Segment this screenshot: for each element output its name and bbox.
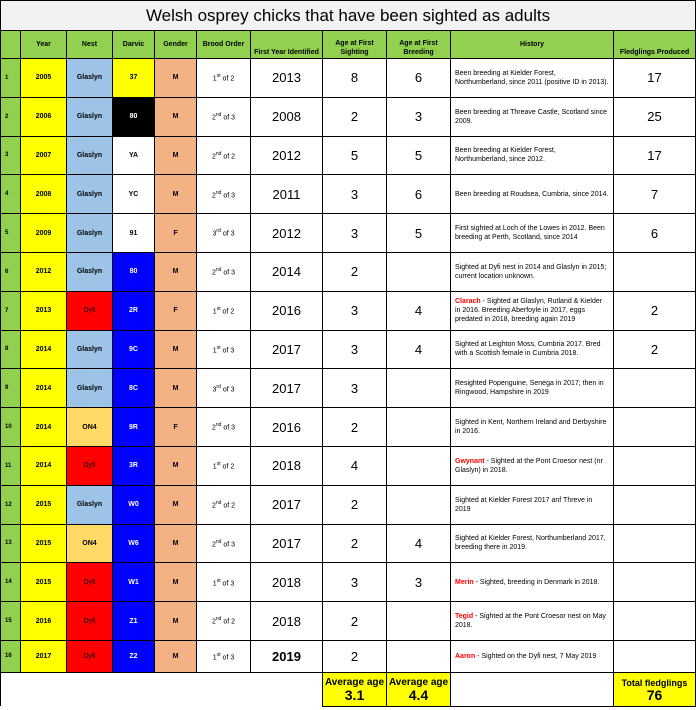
cell-first-year: 2018 (251, 602, 323, 641)
cell-fledglings (614, 252, 696, 291)
table-row (1, 408, 696, 447)
brood-position: 2 (211, 618, 216, 626)
cell-history (451, 330, 614, 369)
brood-suffix: rd (216, 383, 221, 390)
cell-nest: Glaslyn (67, 485, 113, 524)
history-text: - Sighted on the Dyfi nest, 7 May 2019 (475, 652, 597, 660)
cell-fledglings (614, 563, 696, 602)
total-fledglings-label: Total fledglings (621, 678, 688, 689)
cell-age-first-sighting: 2 (323, 97, 387, 136)
cell-gender: M (155, 485, 197, 524)
brood-position: 3 (212, 230, 217, 238)
cell-first-year: 2017 (251, 369, 323, 408)
brood-suffix: st (216, 651, 221, 658)
cell-year: 2012 (21, 252, 67, 291)
brood-of: of 2 (222, 75, 235, 83)
cell-year: 2014 (21, 369, 67, 408)
history-text: Sighted at Dyfi nest in 2014 and Glaslyn in 2015; current location unknown. (455, 263, 607, 280)
cell-age-first-breeding: 6 (387, 175, 451, 214)
cell-brood-order (197, 291, 251, 330)
cell-age-first-breeding: 4 (387, 330, 451, 369)
cell-darvic: W0 (113, 485, 155, 524)
brood-suffix: st (216, 306, 221, 313)
footer-blank (1, 672, 323, 706)
cell-gender: M (155, 369, 197, 408)
cell-first-year: 2013 (251, 59, 323, 98)
table-row (1, 175, 696, 214)
brood-of: of 3 (223, 191, 236, 199)
cell-age-first-breeding: 5 (387, 214, 451, 253)
cell-age-first-breeding: 6 (387, 59, 451, 98)
cell-brood-order (197, 330, 251, 369)
brood-suffix: nd (215, 150, 222, 157)
cell-brood-order (197, 369, 251, 408)
brood-position: 2 (211, 541, 216, 549)
brood-of: of 2 (222, 463, 235, 471)
cell-brood-order (197, 602, 251, 641)
cell-first-year: 2017 (251, 330, 323, 369)
row-number: 11 (1, 446, 21, 485)
cell-first-year: 2017 (251, 524, 323, 563)
cell-age-first-breeding (387, 640, 451, 672)
brood-of: of 3 (223, 269, 236, 277)
brood-suffix: nd (215, 538, 222, 545)
brood-position: 1 (212, 463, 217, 471)
cell-age-first-sighting: 3 (323, 369, 387, 408)
table-row (1, 369, 696, 408)
table-row (1, 446, 696, 485)
history-text: Been breeding at Kielder Forest, Northumberland, since 2011 (positive ID in 2013). (455, 69, 609, 86)
brood-of: of 3 (223, 424, 236, 432)
cell-gender: M (155, 524, 197, 563)
cell-gender: M (155, 97, 197, 136)
cell-age-first-breeding: 4 (387, 291, 451, 330)
cell-year: 2007 (21, 136, 67, 175)
history-text: Resighted Popenguine, Senega in 2017; then in Ringwood, Hampshire in 2019 (455, 380, 604, 397)
cell-age-first-sighting: 3 (323, 214, 387, 253)
cell-history (451, 136, 614, 175)
cell-history (451, 369, 614, 408)
brood-suffix: st (216, 461, 221, 468)
cell-gender: M (155, 59, 197, 98)
history-text: - Sighted at the Pont Croesor nest on May 2018. (455, 613, 606, 630)
cell-year: 2005 (21, 59, 67, 98)
cell-year: 2014 (21, 330, 67, 369)
row-number: 9 (1, 369, 21, 408)
cell-history (451, 563, 614, 602)
cell-age-first-breeding: 5 (387, 136, 451, 175)
row-number: 6 (1, 252, 21, 291)
cell-first-year: 2012 (251, 214, 323, 253)
cell-history (451, 175, 614, 214)
average-age-sighting-label: Average age (324, 677, 385, 689)
brood-of: of 3 (223, 541, 236, 549)
cell-darvic: 37 (113, 59, 155, 98)
cell-history (451, 291, 614, 330)
history-bird-name: Aaron (455, 652, 476, 660)
brood-position: 2 (211, 424, 216, 432)
average-age-breeding-cell (387, 672, 451, 706)
brood-suffix: st (216, 344, 221, 351)
row-number: 16 (1, 640, 21, 672)
cell-first-year: 2014 (251, 252, 323, 291)
brood-suffix: nd (215, 422, 222, 429)
row-number: 14 (1, 563, 21, 602)
cell-brood-order (197, 640, 251, 672)
brood-suffix: rd (216, 228, 221, 235)
cell-darvic: 80 (113, 252, 155, 291)
cell-nest: Glaslyn (67, 330, 113, 369)
brood-position: 2 (211, 114, 216, 122)
cell-age-first-breeding (387, 602, 451, 641)
brood-of: of 2 (222, 308, 235, 316)
brood-position: 1 (212, 75, 217, 83)
average-age-sighting-value: 3.1 (344, 687, 365, 704)
brood-of: of 2 (223, 502, 236, 510)
cell-history (451, 524, 614, 563)
header-age-first-sighting: Age at First Sighting (323, 31, 387, 59)
row-number: 15 (1, 602, 21, 641)
cell-age-first-breeding: 3 (387, 563, 451, 602)
cell-nest: Glaslyn (67, 97, 113, 136)
history-text: Been breeding at Roudsea, Cumbria, since 2014. (455, 190, 609, 198)
cell-history (451, 252, 614, 291)
cell-fledglings (614, 640, 696, 672)
table-row (1, 485, 696, 524)
cell-brood-order (197, 136, 251, 175)
history-bird-name: Tegid (455, 613, 474, 621)
cell-nest: Glaslyn (67, 136, 113, 175)
cell-age-first-sighting: 3 (323, 563, 387, 602)
cell-history (451, 485, 614, 524)
cell-gender: M (155, 563, 197, 602)
cell-brood-order (197, 175, 251, 214)
cell-nest: Glaslyn (67, 252, 113, 291)
total-fledglings-cell (614, 672, 696, 706)
brood-of: of 3 (222, 654, 235, 662)
cell-gender: M (155, 175, 197, 214)
cell-brood-order (197, 408, 251, 447)
footer-row (1, 672, 696, 706)
row-number: 5 (1, 214, 21, 253)
cell-gender: M (155, 252, 197, 291)
cell-gender: M (155, 330, 197, 369)
history-text: Sighted at Leighton Moss, Cumbria 2017. Bred with a Scottish female in Cumbria 2018. (455, 341, 601, 358)
cell-darvic: W1 (113, 563, 155, 602)
row-number: 7 (1, 291, 21, 330)
table-row (1, 252, 696, 291)
table-row (1, 602, 696, 641)
cell-nest: Dyfi (67, 291, 113, 330)
footer-history-blank (451, 672, 614, 706)
table-row (1, 291, 696, 330)
brood-of: of 3 (222, 347, 235, 355)
history-bird-name: Merin (455, 578, 474, 586)
cell-year: 2017 (21, 640, 67, 672)
table-row (1, 563, 696, 602)
brood-of: of 2 (223, 153, 236, 161)
cell-age-first-breeding (387, 252, 451, 291)
cell-age-first-sighting: 8 (323, 59, 387, 98)
cell-first-year: 2018 (251, 446, 323, 485)
header-num (1, 31, 21, 59)
cell-darvic: 9R (113, 408, 155, 447)
table-row (1, 97, 696, 136)
header-darvic: Darvic (113, 31, 155, 59)
header-year: Year (21, 31, 67, 59)
cell-age-first-sighting: 3 (323, 330, 387, 369)
cell-year: 2014 (21, 408, 67, 447)
cell-fledglings: 17 (614, 59, 696, 98)
header-fledglings: Fledglings Produced (614, 31, 696, 59)
cell-nest: ON4 (67, 408, 113, 447)
table-row (1, 59, 696, 98)
cell-age-first-sighting: 2 (323, 524, 387, 563)
cell-gender: F (155, 408, 197, 447)
cell-age-first-sighting: 2 (323, 602, 387, 641)
cell-gender: M (155, 136, 197, 175)
cell-first-year: 2012 (251, 136, 323, 175)
history-text: First sighted at Loch of the Lowes in 2012. Been breeding at Perth, Scotland, since 2014 (455, 225, 605, 242)
cell-brood-order (197, 485, 251, 524)
history-text: Sighted at Kielder Forest, Northumberland 2017, breeding there in 2019. (455, 535, 606, 552)
brood-position: 2 (211, 502, 216, 510)
brood-suffix: st (216, 73, 221, 80)
cell-fledglings (614, 446, 696, 485)
history-bird-name: Clarach (455, 298, 481, 306)
brood-suffix: nd (215, 189, 222, 196)
cell-nest: Dyfi (67, 640, 113, 672)
cell-age-first-breeding: 3 (387, 97, 451, 136)
cell-first-year: 2017 (251, 485, 323, 524)
cell-first-year: 2008 (251, 97, 323, 136)
row-number: 4 (1, 175, 21, 214)
cell-darvic: Z2 (113, 640, 155, 672)
header-first-year: First Year Identified (251, 31, 323, 59)
cell-first-year: 2011 (251, 175, 323, 214)
cell-gender: F (155, 214, 197, 253)
cell-year: 2008 (21, 175, 67, 214)
brood-of: of 3 (222, 230, 235, 238)
cell-brood-order (197, 446, 251, 485)
history-text: - Sighted at Glaslyn, Rutland & Kielder in 2016. Breeding Aberfoyle in 2017, eggs predated in 2018, breeding again 2019 (455, 298, 603, 324)
cell-brood-order (197, 524, 251, 563)
cell-age-first-breeding (387, 408, 451, 447)
table-row (1, 640, 696, 672)
cell-darvic: 91 (113, 214, 155, 253)
cell-age-first-sighting: 2 (323, 252, 387, 291)
cell-age-first-breeding: 4 (387, 524, 451, 563)
header-brood-order: Brood Order (197, 31, 251, 59)
cell-fledglings: 6 (614, 214, 696, 253)
cell-history (451, 640, 614, 672)
table-row (1, 524, 696, 563)
brood-suffix: nd (215, 616, 222, 623)
cell-fledglings: 2 (614, 291, 696, 330)
cell-year: 2015 (21, 563, 67, 602)
cell-darvic: 3R (113, 446, 155, 485)
cell-nest: Glaslyn (67, 369, 113, 408)
cell-gender: M (155, 446, 197, 485)
cell-darvic: YC (113, 175, 155, 214)
cell-darvic: 9C (113, 330, 155, 369)
cell-history (451, 446, 614, 485)
brood-of: of 3 (222, 579, 235, 587)
row-number: 2 (1, 97, 21, 136)
average-age-breeding-label: Average age (388, 677, 449, 689)
brood-suffix: nd (215, 500, 222, 506)
cell-nest: Dyfi (67, 602, 113, 641)
row-number: 3 (1, 136, 21, 175)
cell-darvic: 8C (113, 369, 155, 408)
cell-brood-order (197, 252, 251, 291)
brood-position: 3 (212, 385, 217, 393)
cell-nest: ON4 (67, 524, 113, 563)
row-number: 1 (1, 59, 21, 98)
cell-fledglings: 7 (614, 175, 696, 214)
cell-fledglings: 2 (614, 330, 696, 369)
cell-first-year: 2019 (251, 640, 323, 672)
cell-history (451, 602, 614, 641)
cell-age-first-sighting: 4 (323, 446, 387, 485)
cell-gender: M (155, 602, 197, 641)
cell-fledglings (614, 602, 696, 641)
brood-position: 1 (212, 579, 217, 587)
brood-suffix: nd (215, 112, 222, 119)
cell-gender: F (155, 291, 197, 330)
cell-age-first-sighting: 5 (323, 136, 387, 175)
brood-suffix: nd (215, 267, 222, 274)
cell-history (451, 408, 614, 447)
cell-fledglings (614, 408, 696, 447)
history-text: Been breeding at Threave Castle, Scotland since 2009. (455, 108, 608, 125)
brood-of: of 2 (223, 618, 236, 626)
table-row (1, 214, 696, 253)
cell-darvic: W6 (113, 524, 155, 563)
table-row (1, 330, 696, 369)
history-text: - Sighted at the Pont Croesor nest (nr Glaslyn) in 2018. (455, 457, 603, 474)
history-text: Sighted in Kent, Northern Ireland and Derbyshire in 2016. (455, 419, 607, 436)
cell-darvic: 2R (113, 291, 155, 330)
cell-nest: Dyfi (67, 563, 113, 602)
brood-position: 1 (212, 308, 217, 316)
cell-history (451, 97, 614, 136)
cell-fledglings (614, 369, 696, 408)
cell-darvic: YA (113, 136, 155, 175)
cell-first-year: 2016 (251, 291, 323, 330)
total-fledglings-value: 76 (646, 687, 663, 704)
brood-position: 1 (212, 347, 217, 355)
average-age-breeding-value: 4.4 (408, 687, 429, 704)
header-row (1, 31, 696, 59)
cell-year: 2015 (21, 485, 67, 524)
cell-history (451, 59, 614, 98)
cell-year: 2014 (21, 446, 67, 485)
history-text: Been breeding at Kielder Forest, Northumberland, since 2012. (455, 147, 556, 164)
cell-age-first-sighting: 3 (323, 175, 387, 214)
cell-fledglings: 17 (614, 136, 696, 175)
brood-position: 1 (212, 654, 217, 662)
cell-nest: Glaslyn (67, 214, 113, 253)
row-number: 10 (1, 408, 21, 447)
cell-year: 2016 (21, 602, 67, 641)
cell-brood-order (197, 59, 251, 98)
table-row (1, 136, 696, 175)
history-text: Sighted at Kielder Forest 2017 anf Threve in 2019 (455, 496, 593, 513)
cell-brood-order (197, 214, 251, 253)
cell-first-year: 2018 (251, 563, 323, 602)
history-text: - Sighted, breeding in Denmark in 2018. (473, 578, 600, 586)
cell-nest: Glaslyn (67, 59, 113, 98)
brood-position: 2 (211, 153, 216, 161)
table-body (1, 59, 696, 673)
cell-fledglings (614, 524, 696, 563)
cell-age-first-breeding (387, 369, 451, 408)
cell-year: 2015 (21, 524, 67, 563)
cell-age-first-breeding (387, 446, 451, 485)
brood-position: 2 (211, 269, 216, 277)
cell-age-first-sighting: 2 (323, 640, 387, 672)
cell-gender: M (155, 640, 197, 672)
cell-darvic: Z1 (113, 602, 155, 641)
header-gender: Gender (155, 31, 197, 59)
cell-age-first-sighting: 2 (323, 485, 387, 524)
history-bird-name: Gwynant (455, 457, 485, 465)
cell-age-first-sighting: 3 (323, 291, 387, 330)
cell-brood-order (197, 563, 251, 602)
brood-of: of 3 (222, 385, 235, 393)
cell-first-year: 2016 (251, 408, 323, 447)
row-number: 12 (1, 485, 21, 524)
cell-darvic: 80 (113, 97, 155, 136)
header-age-first-breeding: Age at First Breeding (387, 31, 451, 59)
cell-year: 2006 (21, 97, 67, 136)
cell-fledglings (614, 485, 696, 524)
brood-position: 2 (211, 191, 216, 199)
cell-brood-order (197, 97, 251, 136)
header-history: History (451, 31, 614, 59)
cell-fledglings: 25 (614, 97, 696, 136)
average-age-sighting-cell (323, 672, 387, 706)
brood-of: of 3 (223, 114, 236, 122)
row-number: 13 (1, 524, 21, 563)
cell-nest: Glaslyn (67, 175, 113, 214)
cell-age-first-sighting: 2 (323, 408, 387, 447)
header-nest: Nest (67, 31, 113, 59)
cell-history (451, 214, 614, 253)
row-number: 8 (1, 330, 21, 369)
cell-nest: Dyfi (67, 446, 113, 485)
cell-year: 2009 (21, 214, 67, 253)
cell-year: 2013 (21, 291, 67, 330)
cell-age-first-breeding (387, 485, 451, 524)
table-title: Welsh osprey chicks that have been sighted as adults (1, 1, 696, 31)
brood-suffix: st (216, 577, 221, 584)
